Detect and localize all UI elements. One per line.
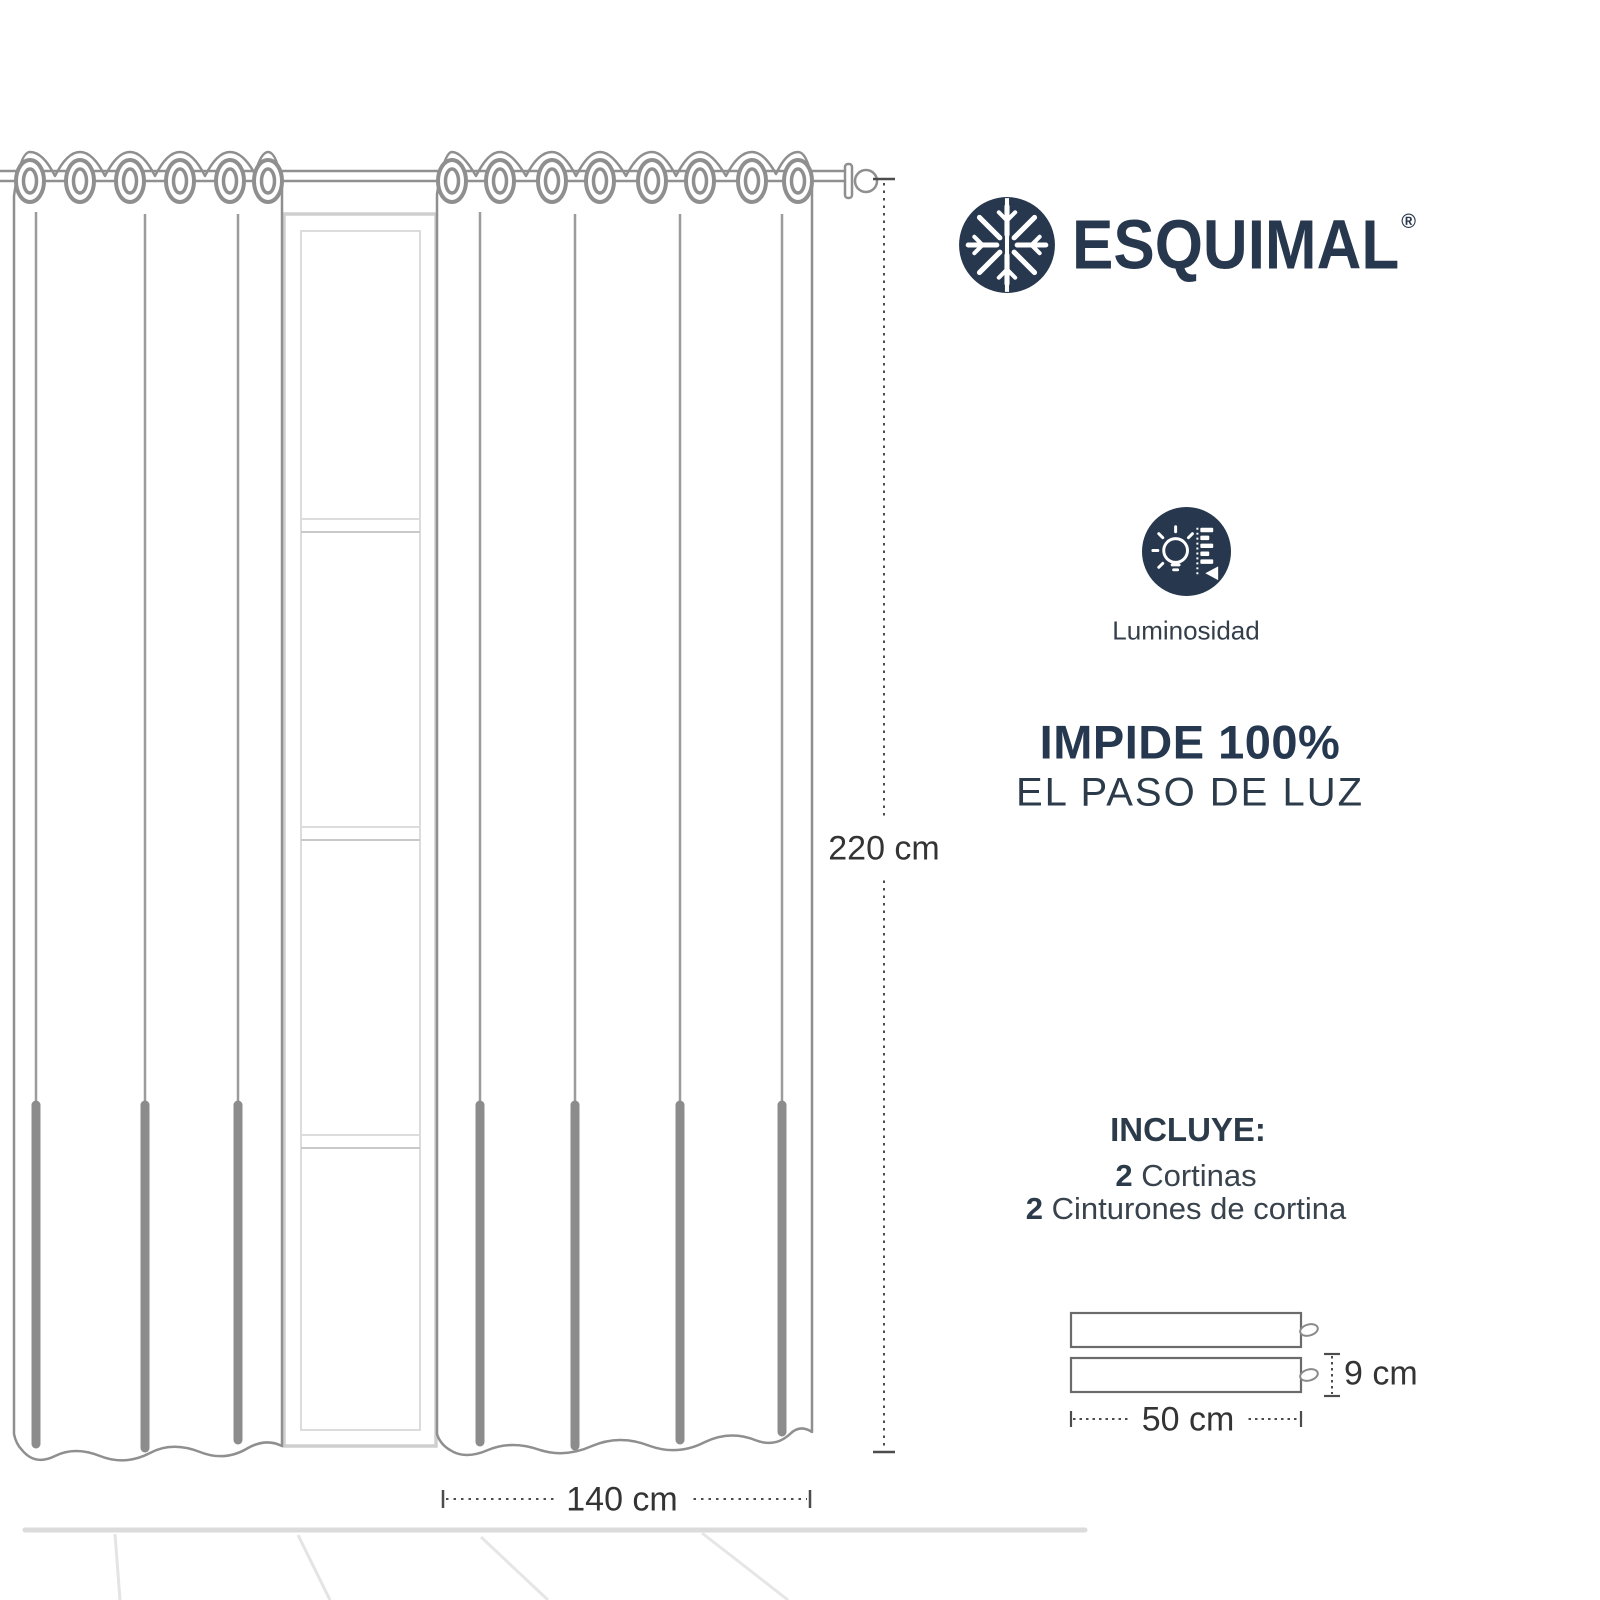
rod-finial-icon bbox=[845, 164, 877, 198]
belt-height-label: 9 cm bbox=[1344, 1354, 1418, 1393]
registered-mark: ® bbox=[1401, 210, 1416, 233]
belt-width-label: 50 cm bbox=[1130, 1401, 1247, 1440]
brand-name: ESQUIMAL bbox=[1072, 206, 1400, 284]
curtain-width-label: 140 cm bbox=[554, 1481, 690, 1520]
belt-height-dimension-line bbox=[1324, 1354, 1340, 1396]
headline-line2: EL PASO DE LUZ bbox=[1015, 770, 1365, 815]
includes-item bbox=[1115, 1158, 1256, 1194]
window bbox=[284, 214, 436, 1446]
item-qty: 2 bbox=[1115, 1158, 1133, 1193]
brand-logo bbox=[956, 194, 1416, 296]
includes-item bbox=[1026, 1191, 1347, 1227]
includes-title: INCLUYE: bbox=[1110, 1111, 1266, 1148]
curtain-height-label: 220 cm bbox=[824, 820, 944, 879]
floor bbox=[25, 1530, 1085, 1600]
snowflake-icon bbox=[956, 194, 1058, 296]
light-bulb-dimmer-icon bbox=[1141, 506, 1232, 597]
right-curtain-panel bbox=[437, 152, 812, 1455]
left-curtain-panel bbox=[14, 152, 282, 1460]
belt bbox=[1071, 1313, 1319, 1347]
item-label: Cortinas bbox=[1141, 1158, 1257, 1193]
headline-line1: IMPIDE 100% bbox=[1039, 715, 1341, 769]
item-qty: 2 bbox=[1025, 1191, 1043, 1226]
height-dimension-line bbox=[873, 179, 895, 1452]
belt bbox=[1071, 1358, 1319, 1392]
item-label: Cinturones de cortina bbox=[1051, 1191, 1347, 1226]
feature-label: Luminosidad bbox=[1112, 615, 1260, 646]
